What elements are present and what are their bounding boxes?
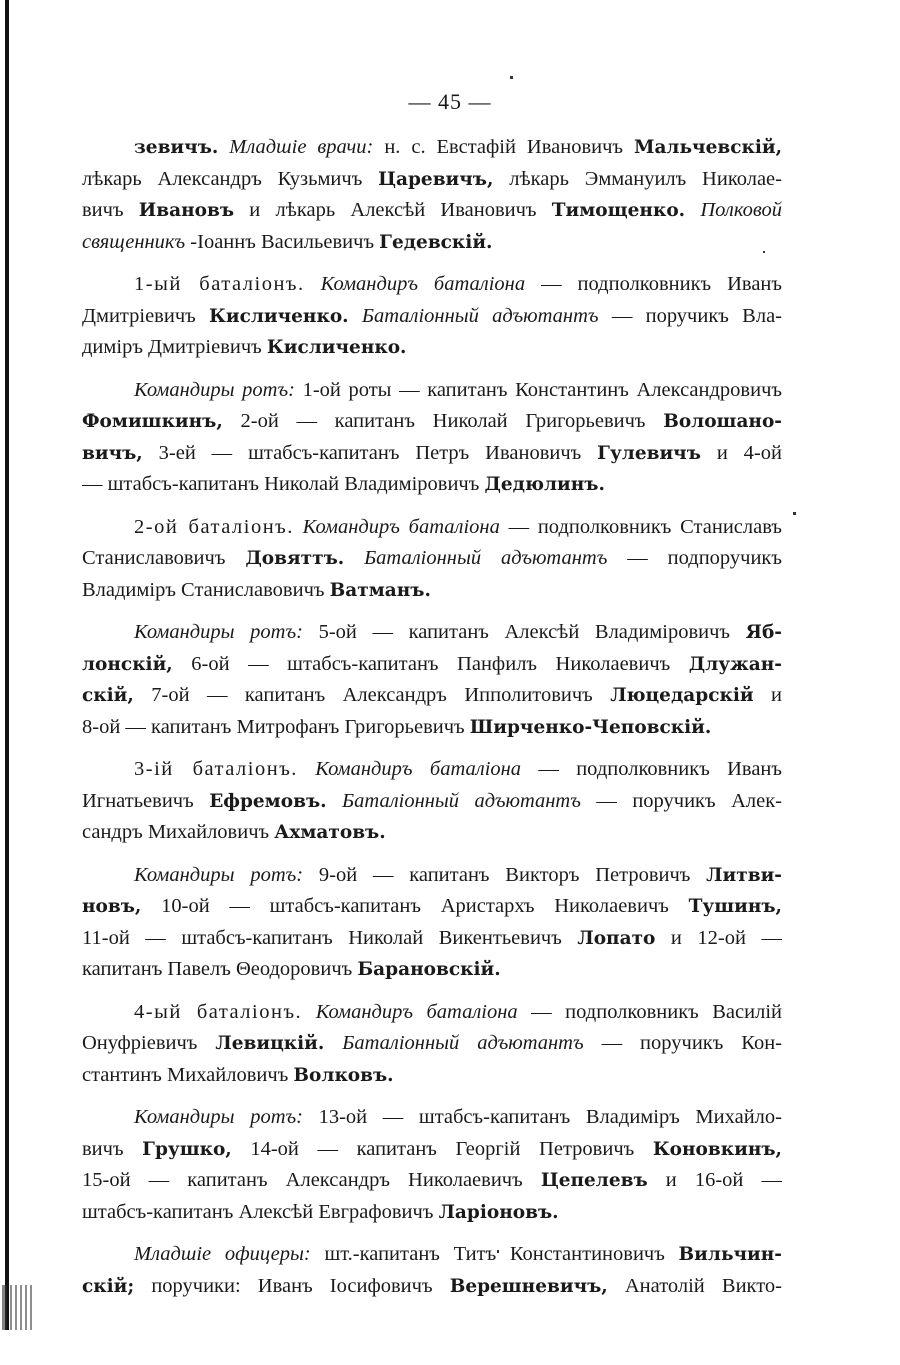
page-body-text (82, 132, 782, 1313)
text-run: сандръ Михайловичъ (82, 821, 275, 843)
surname: Гедевскій. (379, 231, 493, 253)
paragraph (82, 375, 782, 501)
text-line (82, 649, 782, 681)
text-run: Игнатьевичъ (82, 789, 210, 812)
surname: Мальчевскій, (633, 137, 782, 158)
text-run: — подполковникъ Станиславъ (499, 515, 782, 538)
text-line (82, 227, 782, 259)
surname: скій, (82, 685, 134, 706)
text-run: шт.-капитанъ Титъ Константиновичъ (310, 1243, 679, 1265)
text-run: 2-ой — капитанъ Николай Григорьевичъ (222, 410, 664, 432)
text-line (82, 1060, 782, 1092)
heading-italic: Командиры ротъ: (134, 378, 295, 401)
text-line (82, 817, 782, 849)
text-run: 7-ой — капитанъ Александръ Ипполитовичъ (133, 684, 611, 706)
text-line (82, 1271, 782, 1303)
text-run: 3-ей — штабсъ-капитанъ Петръ Ивановичъ (142, 441, 598, 464)
text-run: стантинъ Михайловичъ (82, 1063, 294, 1086)
heading-italic: священникъ (82, 230, 186, 253)
text-run: — поручикъ Алек- (580, 789, 782, 812)
text-line (82, 1197, 782, 1229)
paragraph (82, 1102, 782, 1228)
text-line (82, 1028, 782, 1060)
text-line (82, 891, 782, 923)
text-line (82, 1165, 782, 1197)
text-run: — подполковникъ Иванъ (525, 273, 782, 295)
speck (793, 512, 796, 515)
surname: Волошано- (663, 411, 782, 432)
text-run: -Іоаннъ Васильевичъ (185, 230, 380, 253)
text-line (82, 860, 782, 892)
text-line (82, 680, 782, 712)
heading-italic: Командиры ротъ: (134, 863, 304, 886)
text-run: 5-ой — капитанъ Алексѣй Владиміровичъ (302, 621, 746, 643)
text-run: 15-ой — капитанъ Александръ Николаевичъ (82, 1169, 541, 1191)
surname: Цепелевъ (540, 1170, 648, 1191)
paragraph (82, 512, 782, 607)
heading-italic: Командиръ баталіона (302, 515, 500, 538)
text-run: — поручикъ Кон- (583, 1032, 782, 1054)
text-line (82, 617, 782, 649)
text-run: — подпоручикъ (607, 547, 782, 569)
text-run (294, 516, 303, 538)
surname: Грушко, (142, 1138, 232, 1160)
text-line (82, 269, 782, 301)
heading-italic: Баталіонный адъютантъ (342, 789, 581, 812)
surname: Левицкій. (215, 1033, 325, 1054)
text-run (298, 758, 315, 780)
heading-italic: Баталіонный адъютантъ (342, 1032, 584, 1054)
text-run: и лѣкарь Алексѣй Ивановичъ (234, 199, 552, 221)
text-run: 10-ой — штабсъ-капитанъ Аристархъ Николаевичъ (141, 895, 689, 917)
surname: Дедюлинъ. (484, 474, 605, 495)
surname: Гулевичъ (597, 442, 701, 464)
surname: Верешневичъ, (449, 1275, 608, 1297)
surname: Литви- (706, 864, 782, 886)
heading-italic: Полковой (700, 199, 782, 221)
surname: Кисличенко. (266, 337, 407, 358)
surname: новъ, (82, 896, 142, 917)
page-number: — 45 — (408, 89, 492, 114)
surname: Лопато (577, 927, 656, 949)
text-line (82, 954, 782, 986)
text-run: Дмитріевичъ (82, 304, 210, 327)
text-run (302, 1001, 316, 1023)
heading-italic: Младшіе офицеры: (134, 1243, 311, 1265)
text-run (327, 790, 342, 812)
text-run: Станиславовичъ (82, 547, 246, 569)
surname: Вильчин- (678, 1244, 782, 1265)
text-run: 11-ой — штабсъ-капитанъ Николай Викентьевичъ (82, 926, 578, 949)
text-line (82, 754, 782, 786)
text-run: Онуфріевичъ (82, 1032, 216, 1054)
heading-italic: Командиры ротъ: (134, 621, 303, 643)
paragraph (82, 132, 782, 258)
text-run: вичъ (82, 1137, 143, 1160)
paragraph (82, 754, 782, 849)
text-line (82, 406, 782, 438)
text-run: 13-ой — штабсъ-капитанъ Владиміръ Михайло- (302, 1106, 782, 1128)
text-line (82, 132, 782, 164)
text-line (82, 575, 782, 607)
surname: Тушинъ, (688, 896, 782, 917)
heading-italic: Командиръ баталіона (320, 273, 526, 295)
text-run: штабсъ-капитанъ Алексѣй Евграфовичъ (82, 1200, 439, 1223)
battalion-label: 3-ій баталіонъ. (134, 758, 298, 780)
battalion-label: 4-ый баталіонъ. (134, 1000, 303, 1023)
heading-italic: Баталіонный адъютантъ (361, 304, 599, 327)
text-run: Владиміръ Станиславовичъ (82, 578, 330, 601)
surname: Фомишкинъ, (82, 411, 223, 432)
surname: Яб- (745, 622, 782, 643)
text-line (82, 164, 782, 196)
text-line (82, 543, 782, 575)
speck (510, 76, 513, 79)
text-run: и 4-ой (700, 441, 782, 464)
text-run (349, 305, 362, 327)
text-run: н. с. Евстафій Ивановичъ (373, 136, 634, 158)
surname: Ватманъ. (329, 579, 431, 601)
text-line (82, 712, 782, 744)
surname: Царевичъ, (378, 168, 494, 190)
text-run: — подполковникъ Иванъ (521, 758, 782, 780)
text-line (82, 786, 782, 818)
text-run: — поручикъ Вла- (598, 304, 782, 327)
binding-scrap (2, 1285, 33, 1330)
text-run (324, 1032, 342, 1054)
paragraph (82, 617, 782, 743)
surname: Ивановъ (138, 200, 235, 221)
text-run: вичъ (82, 199, 139, 221)
text-run: 8-ой — капитанъ Митрофанъ Григорьевичъ (82, 715, 470, 738)
text-run: 9-ой — капитанъ Викторъ Петровичъ (303, 863, 707, 886)
surname: лонскій, (82, 653, 173, 675)
text-run: лѣкарь Александръ Кузьмичъ (82, 167, 379, 190)
paragraph (82, 860, 782, 986)
text-run: и 16-ой — (647, 1169, 782, 1191)
text-line (82, 512, 782, 544)
text-line (82, 469, 782, 501)
surname: Коновкинъ, (652, 1138, 782, 1160)
surname: Длужан- (688, 653, 782, 675)
surname: вичъ, (82, 442, 143, 464)
text-line (82, 195, 782, 227)
surname: Ахматовъ. (274, 822, 386, 843)
text-line (82, 332, 782, 364)
text-line (82, 923, 782, 955)
surname: зевичъ. (134, 137, 219, 158)
text-run: 1-ой роты — капитанъ Константинъ Александровичъ (294, 378, 782, 401)
text-run (685, 199, 700, 221)
text-run (218, 136, 229, 158)
text-run: поручики: Иванъ Іосифовичъ (134, 1274, 450, 1297)
text-run: Анатолій Викто- (607, 1274, 782, 1297)
text-line (82, 1134, 782, 1166)
paragraph (82, 1239, 782, 1302)
text-run (344, 547, 364, 569)
text-run: 6-ой — штабсъ-капитанъ Панфилъ Николаевичъ (172, 652, 689, 675)
text-run: 14-ой — капитанъ Георгій Петровичъ (231, 1137, 653, 1160)
text-run: и 12-ой — (655, 926, 782, 949)
text-line (82, 301, 782, 333)
surname: Кисличенко. (209, 305, 349, 327)
text-line (82, 1102, 782, 1134)
surname: Ларіоновъ. (438, 1201, 559, 1223)
battalion-label: 2-ой баталіонъ. (134, 515, 294, 538)
heading-italic: Командиръ баталіона (315, 1000, 518, 1023)
surname: Ефремовъ. (209, 790, 327, 812)
heading-italic: Командиры ротъ: (134, 1106, 303, 1128)
text-line (82, 438, 782, 470)
heading-italic: Младшіе врачи: (229, 136, 374, 158)
surname: Волковъ. (293, 1064, 394, 1086)
surname: Люцедарскій (610, 685, 754, 706)
surname: Барановскій. (357, 959, 501, 980)
battalion-label: 1-ый баталіонъ. (134, 273, 305, 295)
surname: Тимощенко. (551, 200, 686, 221)
text-run (305, 273, 321, 295)
paragraph (82, 997, 782, 1092)
text-line (82, 1239, 782, 1271)
paragraph (82, 269, 782, 364)
text-run: и (753, 684, 782, 706)
heading-italic: Баталіонный адъютантъ (364, 547, 608, 569)
heading-italic: Командиръ баталіона (315, 758, 522, 780)
text-run: — штабсъ-капитанъ Николай Владиміровичъ (82, 473, 485, 495)
surname: Ширченко-Чеповскій. (469, 716, 712, 738)
text-run: диміръ Дмитріевичъ (82, 336, 267, 358)
page-left-edge (5, 0, 9, 1330)
text-line (82, 997, 782, 1029)
text-run: лѣкарь Эммануилъ Николае- (493, 167, 782, 190)
text-run: капитанъ Павелъ Θеодоровичъ (82, 958, 358, 980)
surname: скій; (82, 1275, 135, 1297)
text-line (82, 375, 782, 407)
text-run: — подполковникъ Василій (517, 1000, 782, 1023)
surname: Довяттъ. (245, 548, 345, 569)
